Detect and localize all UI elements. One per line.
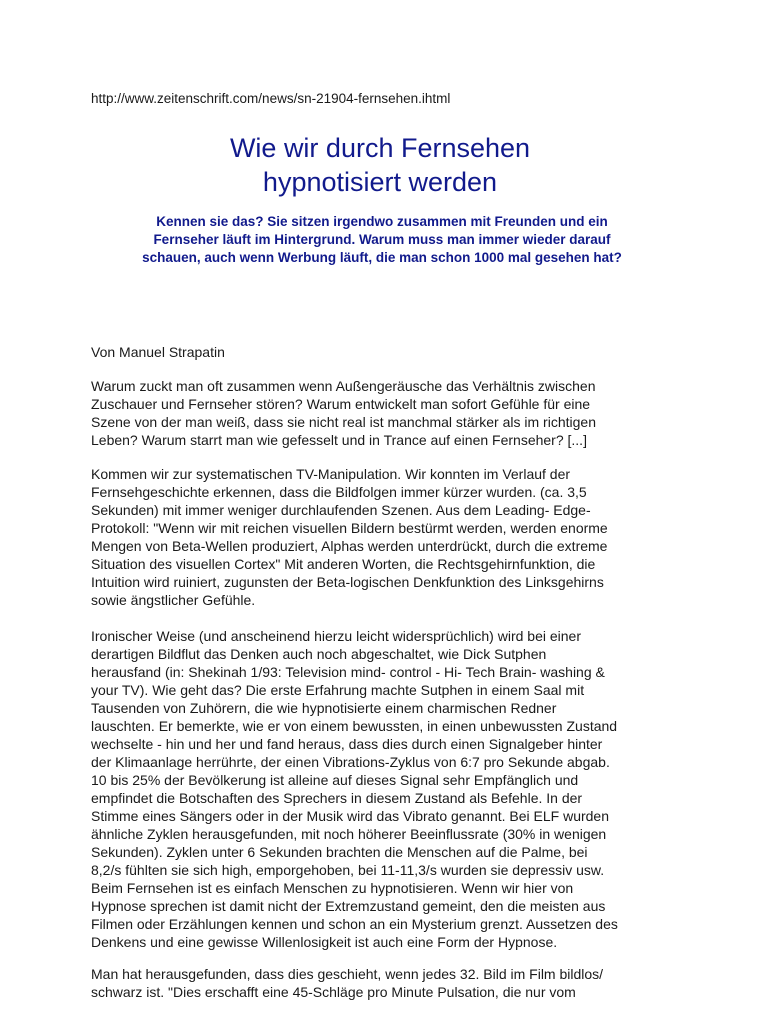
paragraph-line: Tausenden von Zuhörern, die wie hypnotisierte einem charmischen Redner [91,700,557,716]
lead-line: schauen, auch wenn Werbung läuft, die man schon 1000 mal gesehen hat? [142,250,622,265]
lead-line: Kennen sie das? Sie sitzen irgendwo zusammen mit Freunden und ein [156,214,608,229]
paragraph-line: Leben? Warum starrt man wie gefesselt und in Trance auf einen Fernseher? [...] [91,432,587,448]
paragraph-line: Intuition wird ruiniert, zugunsten der Beta-logischen Denkfunktion des Linksgehirns [91,574,604,590]
paragraph-line: Man hat herausgefunden, dass dies geschieht, wenn jedes 32. Bild im Film bildlos/ [91,966,604,982]
paragraph-line: herausfand (in: Shekinah 1/93: Television mind- control - Hi- Tech Brain- washing & [91,664,605,680]
paragraph-line: Beim Fernsehen ist es einfach Menschen zu hypnotisieren. Wenn wir hier von [91,880,574,896]
paragraph-line: Zuschauer und Fernseher stören? Warum entwickelt man sofort Gefühle für eine [91,396,591,412]
paragraph-line: sowie ängstlicher Gefühle. [91,592,256,608]
paragraph-line: 8,2/s fühlten sie sich high, emporgehoben, bei 11-11,3/s wurden sie depressiv usw. [91,862,605,878]
paragraph-line: Szene von der man weiß, dass sie nicht real ist manchmal stärker als im richtigen [91,414,596,430]
paragraph-4 [91,965,731,1001]
article-title [0,131,760,199]
article-title-line: Wie wir durch Fernsehen [229,133,531,163]
paragraph-2 [91,465,731,609]
article-lead [91,213,673,267]
paragraph-line: der Klimaanlage herrührte, der einen Vibrations-Zyklus von 6:7 pro Sekunde abgab. [91,754,610,770]
paragraph-line: Warum zuckt man oft zusammen wenn Außengeräusche das Verhältnis zwischen [91,378,596,394]
paragraph-3 [91,627,731,951]
paragraph-line: ähnliche Zyklen herausgefunden, mit noch höherer Beeinflussrate (30% in wenigen [91,826,607,842]
paragraph-line: Situation des visuellen Cortex" Mit anderen Worten, die Rechtsgehirnfunktion, die [91,556,596,572]
lead-line: Fernseher läuft im Hintergrund. Warum muss man immer wieder darauf [153,232,611,247]
paragraph-line: schwarz ist. "Dies erschafft eine 45-Schläge pro Minute Pulsation, die nur vom [91,984,576,1000]
paragraph-1 [91,377,731,449]
paragraph-line: 10 bis 25% der Bevölkerung ist alleine auf dieses Signal sehr Empfänglich und [91,772,579,788]
paragraph-line: Kommen wir zur systematischen TV-Manipulation. Wir konnten im Verlauf der [91,466,571,482]
paragraph-line: wechselte - hin und her und fand heraus, dass dies durch einen Signalgeber hinter [91,736,603,752]
paragraph-line: Stimme eines Sängers oder in der Musik wird das Vibrato genannt. Bei ELF wurden [91,808,610,824]
paragraph-line: Ironischer Weise (und anscheinend hierzu leicht widersprüchlich) wird bei einer [91,628,581,644]
paragraph-line: empfindet die Botschaften des Sprechers in diesem Zustand als Befehle. In der [91,790,583,806]
paragraph-line: lauschten. Er bemerkte, wie er von einem bewussten, in einen unbewussten Zustand [91,718,618,734]
paragraph-line: Protokoll: "Wenn wir mit reichen visuellen Bildern bestürmt werden, werden enorme [91,520,608,536]
author-text: Von Manuel Strapatin [91,344,225,360]
paragraph-line: Filmen oder Erzählungen kennen und schon an ein Mysterium grenzt. Aussetzen des [91,916,618,932]
paragraph-line: Sekunden) mit immer weniger durchlaufenden Szenen. Aus dem Leading- Edge- [91,502,591,518]
source-url: http://www.zeitenschrift.com/news/sn-21904-fernsehen.ihtml [91,91,451,106]
paragraph-line: Mengen von Beta-Wellen produziert, Alphas werden unterdrückt, durch die extreme [91,538,608,554]
paragraph-line: your TV). Wie geht das? Die erste Erfahrung machte Sutphen in einem Saal mit [91,682,585,698]
author-byline [91,343,731,361]
paragraph-line: Hypnose sprechen ist damit nicht der Extremzustand gemeint, den die meisten aus [91,898,606,914]
paragraph-line: derartigen Bildflut das Denken auch noch abgeschaltet, wie Dick Sutphen [91,646,547,662]
article-title-line: hypnotisiert werden [262,167,498,197]
paragraph-line: Sekunden). Zyklen unter 6 Sekunden brachten die Menschen auf die Palme, bei [91,844,588,860]
paragraph-line: Fernsehgeschichte erkennen, dass die Bildfolgen immer kürzer wurden. (ca. 3,5 [91,484,587,500]
paragraph-line: Denkens und eine gewisse Willenlosigkeit ist auch eine Form der Hypnose. [91,934,558,950]
